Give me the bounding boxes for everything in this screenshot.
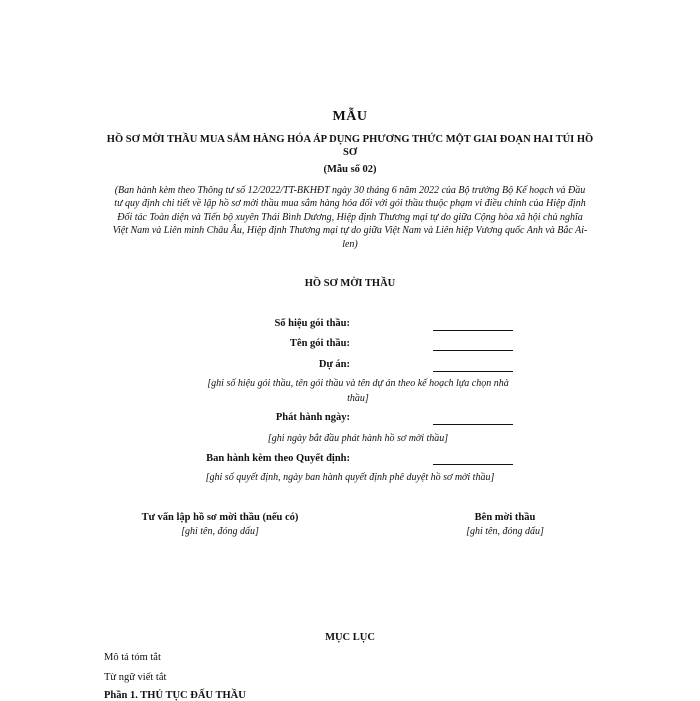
toc-item[interactable]: Từ ngữ viết tắt bbox=[104, 672, 167, 683]
decision-note: [ghi số quyết định, ngày ban hành quyết định phê duyệt hồ sơ mời thầu] bbox=[205, 472, 495, 483]
project-label: Dự án: bbox=[318, 359, 350, 370]
inviter-note: [ghi tên, đóng dấu] bbox=[466, 526, 544, 537]
release-date-blank bbox=[433, 424, 513, 425]
consultant-note: [ghi tên, đóng dấu] bbox=[181, 526, 259, 537]
package-name-label: Tên gói thầu: bbox=[289, 338, 350, 349]
decision-label: Ban hành kèm theo Quyết định: bbox=[206, 453, 350, 464]
toc-item[interactable]: Mô tả tóm tắt bbox=[104, 652, 161, 663]
inviter-title: Bên mời thầu bbox=[474, 512, 536, 523]
document-subtitle: HỒ SƠ MỜI THẦU MUA SẮM HÀNG HÓA ÁP DỤNG PHƯƠNG THỨC MỘT GIAI ĐOẠN HAI TÚI HỒ SƠ bbox=[106, 134, 594, 158]
bidding-doc-heading: HỒ SƠ MỜI THẦU bbox=[304, 278, 396, 289]
release-date-label: Phát hành ngày: bbox=[275, 412, 350, 423]
package-number-label: Số hiệu gói thầu: bbox=[274, 318, 350, 329]
form-number: (Mẫu số 02) bbox=[323, 164, 377, 175]
consultant-title: Tư vấn lập hồ sơ mời thầu (nếu có) bbox=[141, 512, 299, 523]
project-note: [ghi số hiệu gói thầu, tên gói thầu và tên dự án theo kế hoạch lựa chọn nhà thầu] bbox=[207, 378, 509, 404]
toc-heading: MỤC LỤC bbox=[325, 632, 375, 643]
project-blank bbox=[433, 371, 513, 372]
document-title: MẪU bbox=[332, 109, 368, 124]
toc-item[interactable]: Phần 1. THỦ TỤC ĐẤU THẦU bbox=[104, 690, 246, 701]
decision-blank bbox=[433, 464, 513, 465]
release-date-note: [ghi ngày bắt đầu phát hành hồ sơ mời thầu] bbox=[267, 433, 449, 444]
package-name-blank bbox=[433, 350, 513, 351]
issued-note: (Ban hành kèm theo Thông tư số 12/2022/TT-BKHĐT ngày 30 tháng 6 năm 2022 của Bộ trưởng Bộ Kế hoạch và Đầu tư quy định chi tiết về lập hồ sơ mời thầu mua sắm hàng hóa đối với gói thầu thuộc phạm vi điều chỉnh của Hiệp định Đối tác Toàn diện và Tiến bộ xuyên Thái Bình Dương, Hiệp định Thương mại tự do giữa Cộng hòa xã hội chủ nghĩa Việt Nam và Liên minh Châu Âu, Hiệp định Thương mại tự do giữa Việt Nam và Liên hiệp Vương quốc Anh và Bắc Ai-len) bbox=[112, 185, 588, 250]
package-number-blank bbox=[433, 330, 513, 331]
